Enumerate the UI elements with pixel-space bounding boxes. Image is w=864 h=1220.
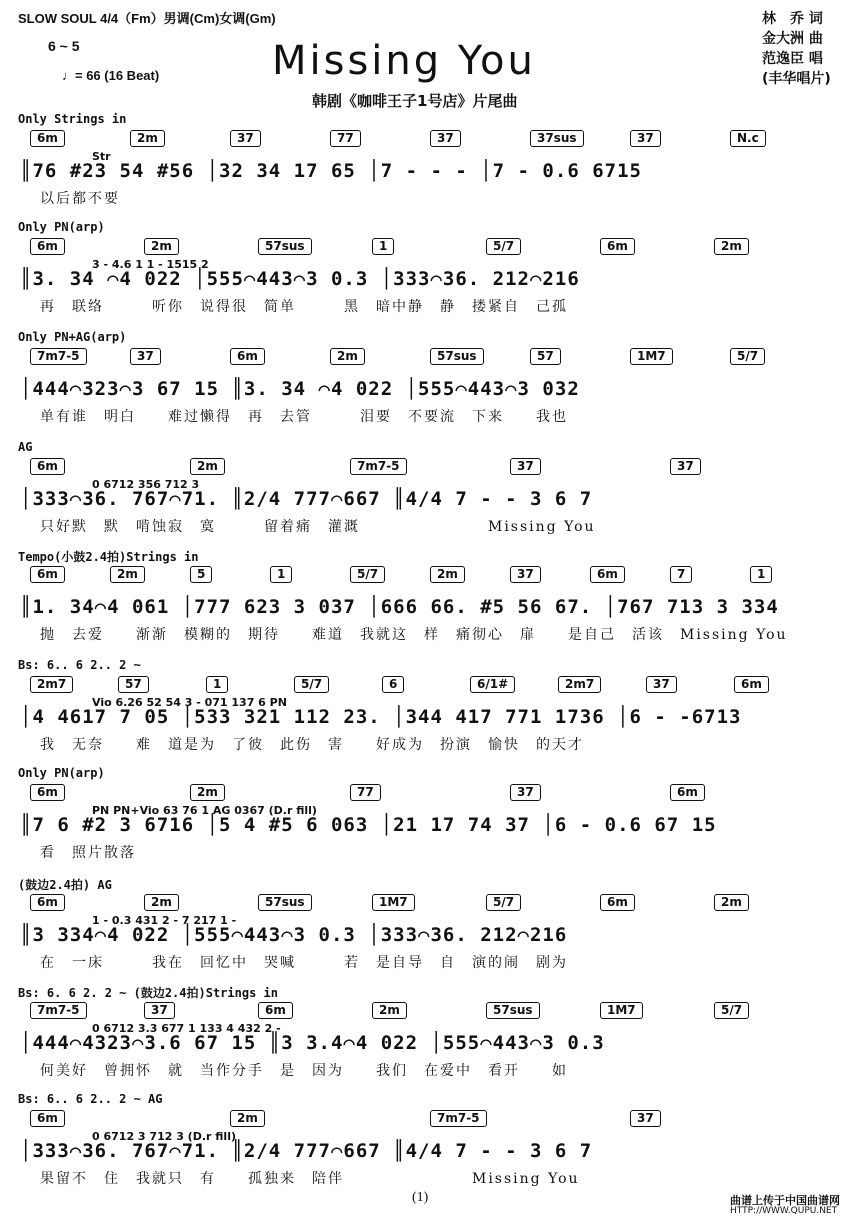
chord-symbol: 57sus [258,894,312,911]
chord-symbol: 6m [590,566,625,583]
chord-symbol: 5/7 [486,894,521,911]
chord-symbol: 5/7 [714,1002,749,1019]
chord-symbol: 6m [30,1110,65,1127]
chord-symbol: 2m [372,1002,407,1019]
notation-line: │444⌒323⌒3 67 15 ║3. 34 ⌒4 022 │555⌒443⌒3 032 [20,378,580,400]
notation-line: │4 4617 7 05 │533 321 112 23. │344 417 771 1736 │6 - -6713 [20,706,742,728]
chord-extra-notes: Vio 6.26 52 54 3 - 071 137 6 PN [92,696,287,709]
chord-symbol: 2m [714,238,749,255]
system-annotation: Bs: 6.. 6 2.. 2 ~ [18,658,141,672]
chord-symbol: 6/1# [470,676,515,693]
chord-symbol: 1 [750,566,772,583]
chord-symbol: 6m [670,784,705,801]
notation-line: ║3 334⌒4 022 │555⌒443⌒3 0.3 │333⌒36. 212⌒216 [20,924,568,946]
system-annotation: Bs: 6.. 6 2.. 2 ~ AG [18,1092,163,1106]
chord-symbol: 2m [330,348,365,365]
chord-symbol: 2m [110,566,145,583]
chord-symbol: 2m [144,894,179,911]
chord-symbol: 37 [144,1002,175,1019]
chord-symbol: 77 [330,130,361,147]
chord-symbol: 6m [30,238,65,255]
chord-symbol: 77 [350,784,381,801]
chord-symbol: 37 [670,458,701,475]
chord-symbol: 6m [30,130,65,147]
credit-composer: 金大洲 曲 [762,31,823,47]
lyrics-line: 在 一床 我在 回忆中 哭喊 若 是自导 自 演的闹 剧为 [40,955,568,971]
chord-symbol: 6m [30,894,65,911]
chord-symbol: 37 [646,676,677,693]
page-number: (1) [412,1190,429,1205]
chord-symbol: 57sus [258,238,312,255]
notation-line: ║76 #23 54 #56 │32 34 17 65 │7 - - - │7 - 0.6 6715 [20,160,642,182]
chord-symbol: 57 [118,676,149,693]
chord-symbol: 37 [130,348,161,365]
chord-symbol: 37 [510,566,541,583]
chord-extra-notes: PN PN+Vio 63 76 1 AG 0367 (D.r fill) [92,804,317,817]
chord-symbol: 7m7-5 [430,1110,487,1127]
chord-symbol: 2m7 [30,676,73,693]
chord-symbol: 6m [734,676,769,693]
chord-symbol: 1 [270,566,292,583]
notation-line: ║7 6 #2 3 6716 │5 4 #5 6 063 │21 17 74 37 │6 - 0.6 67 15 [20,814,717,836]
notation-line: │333⌒36. 767⌒71. ║2/4 777⌒667 ║4/4 7 - - 3 6 7 [20,488,593,510]
chord-symbol: 37 [630,1110,661,1127]
chord-symbol: 2m [190,784,225,801]
chord-extra-notes: Str [92,150,111,163]
page-title: Missing You [272,38,536,84]
chord-symbol: 1M7 [372,894,415,911]
chord-symbol: 1M7 [630,348,673,365]
chord-symbol: 7m7-5 [30,1002,87,1019]
chord-symbol: 5/7 [730,348,765,365]
watermark-line1: 曲谱上传于中国曲谱网 [730,1194,840,1207]
chord-symbol: 37sus [530,130,584,147]
system-annotation: Only PN(arp) [18,220,105,234]
lyrics-line: 何美好 曾拥怀 就 当作分手 是 因为 我们 在爱中 看开 如 [40,1063,568,1079]
chord-symbol: 2m [190,458,225,475]
chord-symbol: 6m [230,348,265,365]
lyrics-line: 果留不 住 我就只 有 孤独来 陪伴 Missing You [40,1171,580,1187]
chord-symbol: 37 [510,458,541,475]
notation-line: ║1. 34⌒4 061 │777 623 3 037 │666 66. #5 56 67. │767 713 3 334 [20,596,779,618]
lyrics-line: 以后都不要 [40,191,120,207]
tempo-key-line: SLOW SOUL 4/4（Fm）男调(Cm)女调(Gm) [18,11,276,26]
system-annotation: Only Strings in [18,112,127,126]
chord-symbol: 1 [372,238,394,255]
chord-symbol: 5 [190,566,212,583]
watermark-line2: HTTP://WWW.QUPU.NET [730,1206,838,1216]
system-annotation: Only PN+AG(arp) [18,330,127,344]
notation-line: ║3. 34 ⌒4 022 │555⌒443⌒3 0.3 │333⌒36. 212⌒216 [20,268,580,290]
page-subtitle: 韩剧《咖啡王子1号店》片尾曲 [312,92,518,110]
chord-symbol: 2m7 [558,676,601,693]
chord-symbol: 7m7-5 [30,348,87,365]
lyrics-line: 再 联络 听你 说得很 简单 黑 暗中静 静 搂紧自 己孤 [40,299,568,315]
credit-singer: 范逸臣 唱 [762,51,823,67]
chord-symbol: 1 [206,676,228,693]
chord-symbol: 57 [530,348,561,365]
lyrics-line: 只好默 默 啃蚀寂 寞 留着痛 灌溉 Missing You [40,519,596,535]
system-annotation: Only PN(arp) [18,766,105,780]
chord-symbol: 6m [30,458,65,475]
chord-symbol: 6m [600,238,635,255]
chord-extra-notes: 1 - 0.3 431 2 - 7 217 1 - [92,914,237,927]
chord-symbol: 5/7 [350,566,385,583]
chord-symbol: 1M7 [600,1002,643,1019]
chord-symbol: 37 [510,784,541,801]
chord-symbol: 2m [144,238,179,255]
chord-symbol: 57sus [430,348,484,365]
chord-symbol: 5/7 [294,676,329,693]
system-annotation: Bs: 6. 6 2. 2 ~ (鼓边2.4拍)Strings in [18,986,278,1000]
notation-line: │444⌒4323⌒3.6 67 15 ║3 3.4⌒4 022 │555⌒443⌒3 0.3 [20,1032,605,1054]
chord-extra-notes: 3 - 4.6 1 1 - 1515 2 [92,258,209,271]
lyrics-line: 单有谁 明白 难过懒得 再 去管 泪要 不要流 下来 我也 [40,409,568,425]
range-mark: 6 ~ 5 [48,38,80,54]
system-annotation: Tempo(小鼓2.4拍)Strings in [18,550,199,564]
chord-symbol: 2m [714,894,749,911]
chord-symbol: 37 [430,130,461,147]
chord-symbol: 37 [630,130,661,147]
chord-symbol: 6m [258,1002,293,1019]
system-annotation: AG [18,440,33,454]
chord-extra-notes: 0 6712 3.3 677 1 133 4 432 2 - [92,1022,281,1035]
chord-symbol: 6 [382,676,404,693]
credit-lyricist: 林 乔 词 [762,11,823,27]
credit-label: (丰华唱片) [762,71,831,87]
lyrics-line: 看 照片散落 [40,845,136,861]
chord-symbol: 6m [30,784,65,801]
chord-symbol: 6m [600,894,635,911]
chord-symbol: 6m [30,566,65,583]
chord-symbol: 2m [430,566,465,583]
chord-symbol: N.c [730,130,766,147]
chord-extra-notes: 0 6712 356 712 3 [92,478,200,491]
chord-extra-notes: 0 6712 3 712 3 (D.r fill) [92,1130,236,1143]
chord-symbol: 2m [130,130,165,147]
notation-line: │333⌒36. 767⌒71. ║2/4 777⌒667 ║4/4 7 - - 3 6 7 [20,1140,593,1162]
chord-symbol: 2m [230,1110,265,1127]
system-annotation: (鼓边2.4拍) AG [18,878,112,892]
chord-symbol: 7m7-5 [350,458,407,475]
chord-symbol: 37 [230,130,261,147]
lyrics-line: 抛 去爱 渐渐 模糊的 期待 难道 我就这 样 痛彻心 扉 是自己 活该 Missing You [40,627,788,643]
chord-symbol: 7 [670,566,692,583]
chord-symbol: 5/7 [486,238,521,255]
lyrics-line: 我 无奈 难 道是为 了彼 此伤 害 好成为 扮演 愉快 的天才 [40,737,584,753]
chord-symbol: 57sus [486,1002,540,1019]
bpm-mark: ♩= 66 (16 Beat) [62,68,160,83]
